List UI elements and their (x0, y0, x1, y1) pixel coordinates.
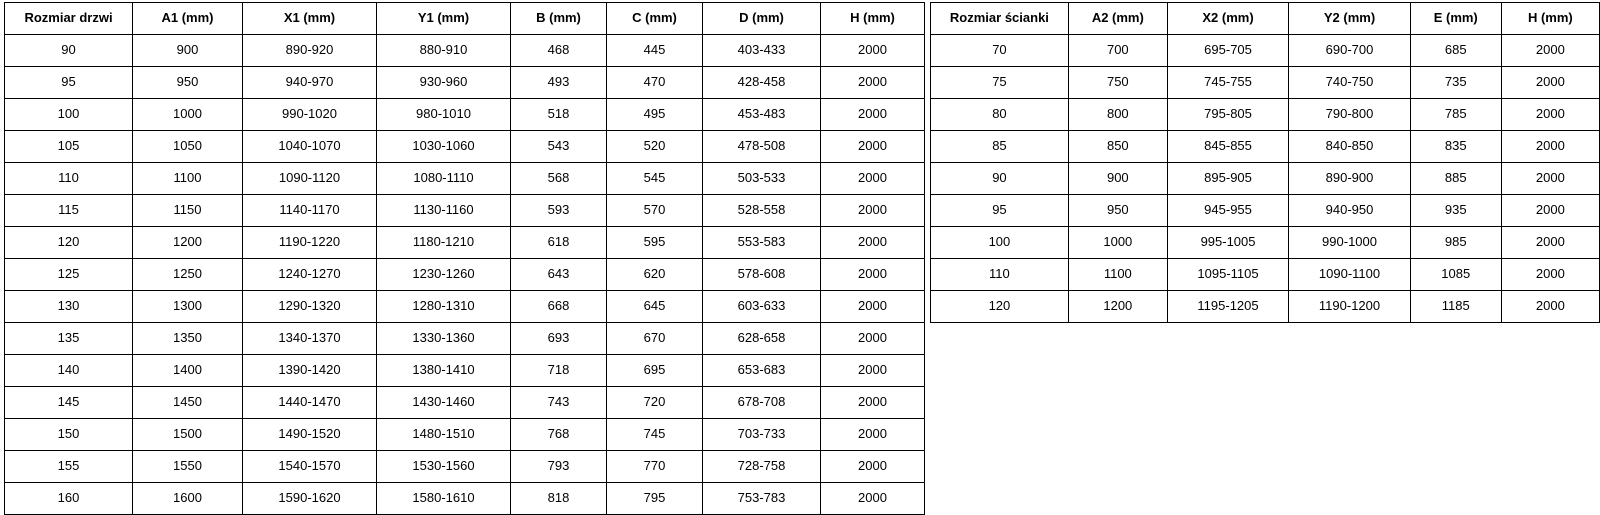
table-cell: 2000 (1501, 131, 1599, 163)
table-row (5, 131, 925, 163)
table-cell: 795 (607, 483, 703, 515)
table-cell: 690-700 (1289, 35, 1410, 67)
table-cell: 1190-1200 (1289, 291, 1410, 323)
table-cell: 1250 (133, 259, 243, 291)
table-row (931, 195, 1600, 227)
table-row (5, 67, 925, 99)
table-cell: 1490-1520 (243, 419, 377, 451)
table-cell: 685 (1410, 35, 1501, 67)
table-cell: 100 (931, 227, 1069, 259)
table-cell: 403-433 (703, 35, 821, 67)
table-cell: 1200 (1068, 291, 1167, 323)
table-cell: 2000 (821, 195, 925, 227)
table-cell: 1140-1170 (243, 195, 377, 227)
column-header: X2 (mm) (1167, 3, 1288, 35)
table-header-row (931, 3, 1600, 35)
table-cell: 1050 (133, 131, 243, 163)
table-cell: 130 (5, 291, 133, 323)
wall-table-header (931, 3, 1600, 35)
table-cell: 2000 (1501, 163, 1599, 195)
table-cell: 1240-1270 (243, 259, 377, 291)
table-cell: 1450 (133, 387, 243, 419)
table-cell: 720 (607, 387, 703, 419)
table-cell: 543 (511, 131, 607, 163)
column-header: H (mm) (1501, 3, 1599, 35)
column-header: A1 (mm) (133, 3, 243, 35)
table-cell: 1480-1510 (377, 419, 511, 451)
table-row (5, 387, 925, 419)
table-cell: 1280-1310 (377, 291, 511, 323)
table-cell: 790-800 (1289, 99, 1410, 131)
table-cell: 695 (607, 355, 703, 387)
table-cell: 520 (607, 131, 703, 163)
table-cell: 700 (1068, 35, 1167, 67)
table-cell: 950 (133, 67, 243, 99)
table-cell: 1180-1210 (377, 227, 511, 259)
table-header-row (5, 3, 925, 35)
column-header: B (mm) (511, 3, 607, 35)
table-cell: 493 (511, 67, 607, 99)
table-cell: 135 (5, 323, 133, 355)
table-cell: 735 (1410, 67, 1501, 99)
table-cell: 745 (607, 419, 703, 451)
table-cell: 1290-1320 (243, 291, 377, 323)
table-cell: 1590-1620 (243, 483, 377, 515)
table-cell: 1195-1205 (1167, 291, 1288, 323)
table-cell: 2000 (1501, 67, 1599, 99)
table-cell: 940-950 (1289, 195, 1410, 227)
table-cell: 1380-1410 (377, 355, 511, 387)
table-cell: 150 (5, 419, 133, 451)
table-row (5, 259, 925, 291)
table-cell: 2000 (821, 483, 925, 515)
table-cell: 120 (5, 227, 133, 259)
table-cell: 2000 (1501, 35, 1599, 67)
door-table-header (5, 3, 925, 35)
table-cell: 695-705 (1167, 35, 1288, 67)
table-cell: 1090-1100 (1289, 259, 1410, 291)
table-cell: 1390-1420 (243, 355, 377, 387)
table-cell: 945-955 (1167, 195, 1288, 227)
table-cell: 468 (511, 35, 607, 67)
table-cell: 845-855 (1167, 131, 1288, 163)
door-table-body (5, 35, 925, 515)
table-cell: 2000 (1501, 227, 1599, 259)
table-cell: 2000 (1501, 259, 1599, 291)
table-cell: 105 (5, 131, 133, 163)
table-cell: 125 (5, 259, 133, 291)
table-cell: 1040-1070 (243, 131, 377, 163)
table-cell: 1540-1570 (243, 451, 377, 483)
table-cell: 75 (931, 67, 1069, 99)
table-cell: 2000 (1501, 99, 1599, 131)
table-cell: 2000 (821, 259, 925, 291)
column-header: D (mm) (703, 3, 821, 35)
table-cell: 930-960 (377, 67, 511, 99)
table-cell: 503-533 (703, 163, 821, 195)
table-cell: 768 (511, 419, 607, 451)
table-cell: 990-1020 (243, 99, 377, 131)
table-cell: 545 (607, 163, 703, 195)
table-cell: 880-910 (377, 35, 511, 67)
table-cell: 1350 (133, 323, 243, 355)
table-cell: 980-1010 (377, 99, 511, 131)
table-cell: 890-920 (243, 35, 377, 67)
table-row (931, 291, 1600, 323)
table-cell: 2000 (821, 355, 925, 387)
table-cell: 1330-1360 (377, 323, 511, 355)
table-cell: 1430-1460 (377, 387, 511, 419)
table-cell: 140 (5, 355, 133, 387)
table-cell: 1530-1560 (377, 451, 511, 483)
table-cell: 850 (1068, 131, 1167, 163)
table-cell: 1440-1470 (243, 387, 377, 419)
table-cell: 840-850 (1289, 131, 1410, 163)
table-row (5, 35, 925, 67)
table-cell: 890-900 (1289, 163, 1410, 195)
table-cell: 110 (931, 259, 1069, 291)
column-header: A2 (mm) (1068, 3, 1167, 35)
table-cell: 518 (511, 99, 607, 131)
table-cell: 753-783 (703, 483, 821, 515)
table-cell: 155 (5, 451, 133, 483)
table-cell: 1080-1110 (377, 163, 511, 195)
table-cell: 568 (511, 163, 607, 195)
wall-table-body (931, 35, 1600, 323)
table-cell: 90 (931, 163, 1069, 195)
table-cell: 2000 (821, 291, 925, 323)
table-cell: 900 (133, 35, 243, 67)
column-header: Y1 (mm) (377, 3, 511, 35)
table-cell: 553-583 (703, 227, 821, 259)
table-cell: 818 (511, 483, 607, 515)
table-cell: 693 (511, 323, 607, 355)
table-cell: 2000 (821, 419, 925, 451)
table-cell: 795-805 (1167, 99, 1288, 131)
table-cell: 95 (5, 67, 133, 99)
table-cell: 618 (511, 227, 607, 259)
table-cell: 668 (511, 291, 607, 323)
table-cell: 745-755 (1167, 67, 1288, 99)
table-cell: 670 (607, 323, 703, 355)
table-cell: 1000 (1068, 227, 1167, 259)
table-cell: 1500 (133, 419, 243, 451)
table-row (5, 227, 925, 259)
table-cell: 495 (607, 99, 703, 131)
table-cell: 2000 (821, 323, 925, 355)
column-header: Rozmiar drzwi (5, 3, 133, 35)
table-cell: 2000 (821, 35, 925, 67)
table-cell: 900 (1068, 163, 1167, 195)
wall-size-table-container (930, 2, 1600, 323)
table-cell: 2000 (821, 99, 925, 131)
table-cell: 90 (5, 35, 133, 67)
table-cell: 2000 (821, 227, 925, 259)
table-cell: 2000 (821, 387, 925, 419)
table-row (5, 355, 925, 387)
table-cell: 100 (5, 99, 133, 131)
table-cell: 770 (607, 451, 703, 483)
table-cell: 1340-1370 (243, 323, 377, 355)
table-cell: 885 (1410, 163, 1501, 195)
table-cell: 785 (1410, 99, 1501, 131)
column-header: X1 (mm) (243, 3, 377, 35)
table-cell: 95 (931, 195, 1069, 227)
table-cell: 453-483 (703, 99, 821, 131)
table-cell: 593 (511, 195, 607, 227)
table-cell: 743 (511, 387, 607, 419)
table-row (5, 99, 925, 131)
table-cell: 428-458 (703, 67, 821, 99)
table-cell: 1300 (133, 291, 243, 323)
table-cell: 800 (1068, 99, 1167, 131)
table-cell: 120 (931, 291, 1069, 323)
table-row (931, 35, 1600, 67)
table-cell: 2000 (1501, 195, 1599, 227)
table-cell: 470 (607, 67, 703, 99)
table-cell: 1190-1220 (243, 227, 377, 259)
table-cell: 793 (511, 451, 607, 483)
table-cell: 1100 (1068, 259, 1167, 291)
table-row (5, 419, 925, 451)
table-cell: 985 (1410, 227, 1501, 259)
door-size-table-container (4, 2, 925, 515)
table-row (931, 259, 1600, 291)
table-cell: 1230-1260 (377, 259, 511, 291)
table-row (931, 131, 1600, 163)
table-row (5, 163, 925, 195)
table-cell: 895-905 (1167, 163, 1288, 195)
table-cell: 1200 (133, 227, 243, 259)
table-cell: 995-1005 (1167, 227, 1288, 259)
table-cell: 990-1000 (1289, 227, 1410, 259)
table-cell: 1030-1060 (377, 131, 511, 163)
table-cell: 80 (931, 99, 1069, 131)
table-cell: 620 (607, 259, 703, 291)
table-cell: 528-558 (703, 195, 821, 227)
table-cell: 1100 (133, 163, 243, 195)
table-row (5, 483, 925, 515)
table-cell: 2000 (1501, 291, 1599, 323)
table-cell: 1550 (133, 451, 243, 483)
table-cell: 2000 (821, 163, 925, 195)
table-cell: 115 (5, 195, 133, 227)
table-row (5, 451, 925, 483)
column-header: H (mm) (821, 3, 925, 35)
table-cell: 718 (511, 355, 607, 387)
column-header: C (mm) (607, 3, 703, 35)
table-cell: 603-633 (703, 291, 821, 323)
table-cell: 445 (607, 35, 703, 67)
table-cell: 70 (931, 35, 1069, 67)
table-cell: 2000 (821, 131, 925, 163)
table-row (5, 291, 925, 323)
table-cell: 1090-1120 (243, 163, 377, 195)
table-cell: 1150 (133, 195, 243, 227)
table-cell: 940-970 (243, 67, 377, 99)
table-cell: 1400 (133, 355, 243, 387)
table-cell: 595 (607, 227, 703, 259)
table-row (931, 163, 1600, 195)
table-row (931, 99, 1600, 131)
table-cell: 1580-1610 (377, 483, 511, 515)
table-cell: 740-750 (1289, 67, 1410, 99)
table-cell: 110 (5, 163, 133, 195)
table-cell: 628-658 (703, 323, 821, 355)
table-cell: 950 (1068, 195, 1167, 227)
table-row (5, 195, 925, 227)
column-header: Y2 (mm) (1289, 3, 1410, 35)
table-cell: 145 (5, 387, 133, 419)
table-cell: 570 (607, 195, 703, 227)
table-cell: 1185 (1410, 291, 1501, 323)
door-size-table (4, 2, 925, 515)
table-cell: 645 (607, 291, 703, 323)
table-cell: 1085 (1410, 259, 1501, 291)
wall-size-table (930, 2, 1600, 323)
table-cell: 478-508 (703, 131, 821, 163)
table-row (5, 323, 925, 355)
table-cell: 678-708 (703, 387, 821, 419)
table-cell: 703-733 (703, 419, 821, 451)
table-cell: 2000 (821, 67, 925, 99)
table-cell: 85 (931, 131, 1069, 163)
table-row (931, 67, 1600, 99)
column-header: E (mm) (1410, 3, 1501, 35)
table-cell: 750 (1068, 67, 1167, 99)
table-cell: 935 (1410, 195, 1501, 227)
table-row (931, 227, 1600, 259)
table-cell: 643 (511, 259, 607, 291)
table-cell: 1130-1160 (377, 195, 511, 227)
table-cell: 578-608 (703, 259, 821, 291)
table-cell: 160 (5, 483, 133, 515)
table-cell: 728-758 (703, 451, 821, 483)
table-cell: 1000 (133, 99, 243, 131)
table-cell: 835 (1410, 131, 1501, 163)
table-cell: 2000 (821, 451, 925, 483)
table-cell: 1095-1105 (1167, 259, 1288, 291)
table-cell: 653-683 (703, 355, 821, 387)
column-header: Rozmiar ścianki (931, 3, 1069, 35)
table-cell: 1600 (133, 483, 243, 515)
